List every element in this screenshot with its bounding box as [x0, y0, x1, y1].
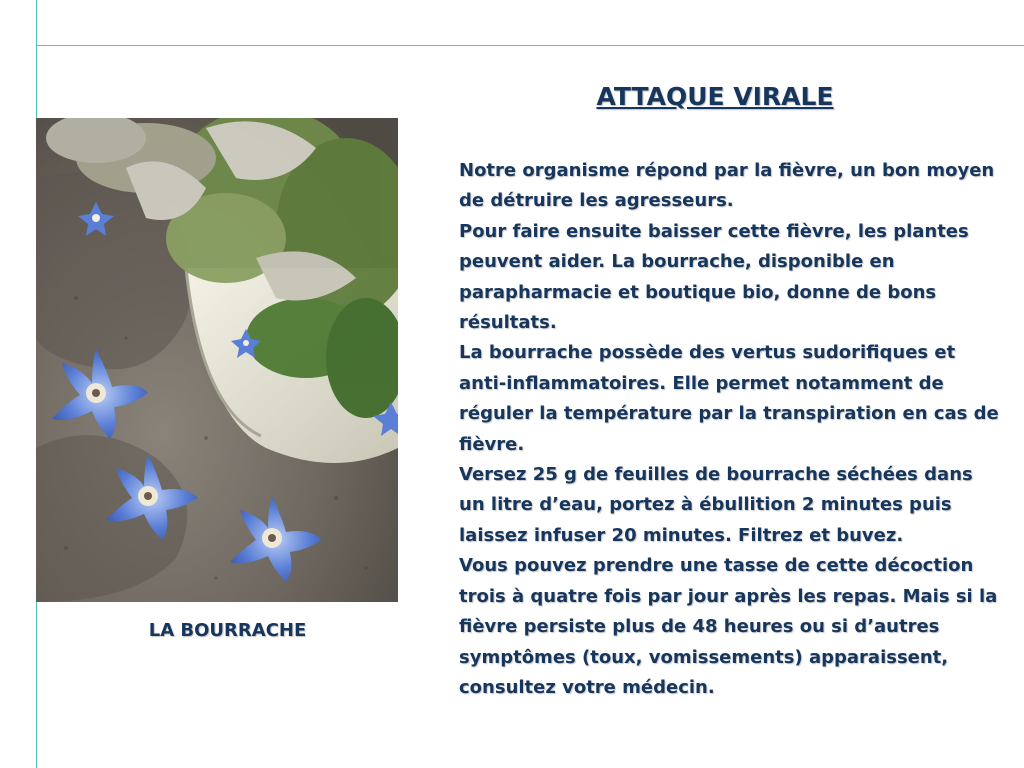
paragraph-virtues: La bourrache possède des vertus sudorifiques et anti-inflammatoires. Elle permet notamment de réguler la température par la transpiration en cas de fièvre. — [459, 342, 999, 455]
top-accent-rule — [36, 45, 1024, 46]
image-caption: LA BOURRACHE — [148, 620, 307, 641]
paragraph-plants: Pour faire ensuite baisser cette fièvre, les plantes peuvent aider. La bourrache, disponible en parapharmacie et boutique bio, donne de bons résultats. — [459, 220, 969, 334]
body-text — [459, 156, 999, 703]
paragraph-recipe: Versez 25 g de feuilles de bourrache séchées dans un litre d’eau, portez à ébullition 2 minutes puis laissez infuser 20 minutes. Filtrez et buvez. — [459, 464, 973, 546]
paragraph-dosage: Vous pouvez prendre une tasse de cette décoction trois à quatre fois par jour après les repas. Mais si la fièvre persiste plus de 48 heures ou si d’autres symptômes (toux, vomissements) apparaissent, consultez votre médecin. — [459, 555, 998, 698]
paragraph-fever: Notre organisme répond par la fièvre, un bon moyen de détruire les agresseurs. — [459, 160, 995, 212]
slide-title: ATTAQUE VIRALE — [596, 82, 834, 111]
borage-photo — [36, 118, 398, 602]
